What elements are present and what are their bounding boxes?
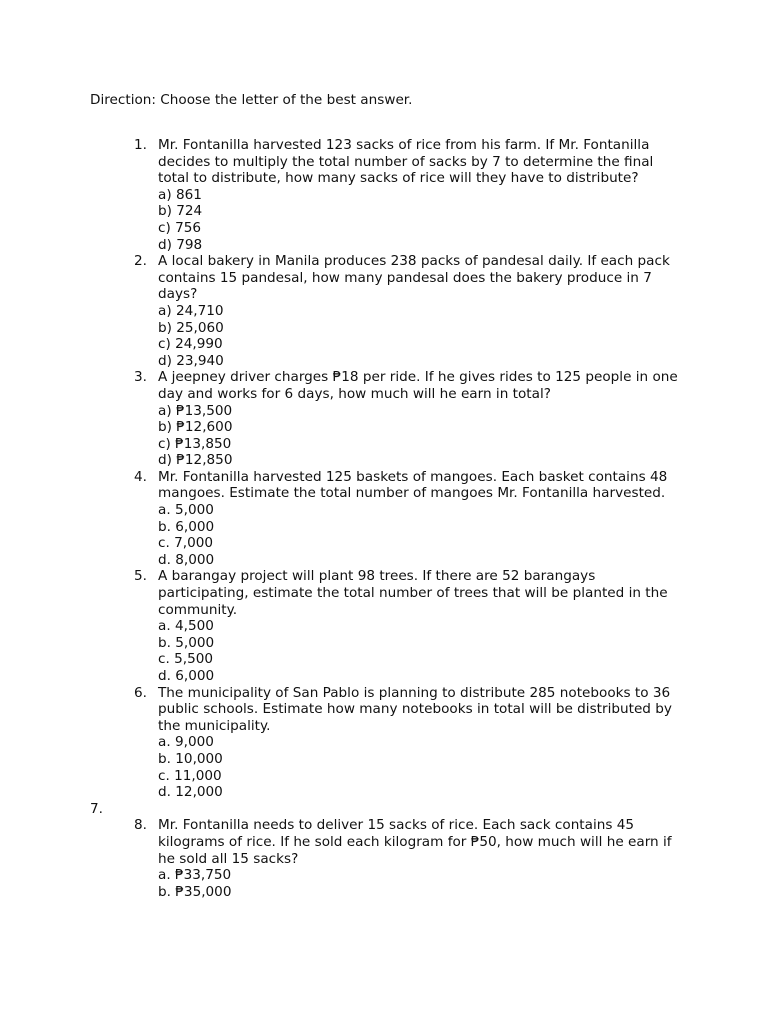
question-body — [158, 568, 688, 684]
question-body — [158, 685, 688, 801]
answer-option: d. 6,000 — [158, 668, 215, 684]
question-text: Mr. Fontanilla needs to deliver 15 sacks of rice. Each sack contains 45 kilograms of rice. If he sold each kilogram for ₱50, how much will he earn if he sold all 15 sacks? — [158, 817, 672, 867]
question-text: Mr. Fontanilla harvested 123 sacks of rice from his farm. If Mr. Fontanilla decides to multiply the total number of sacks by 7 to determine the final total to distribute, how many sacks of rice will they have to distribute? — [158, 137, 654, 187]
question-list — [0, 137, 768, 900]
answer-option: b. 6,000 — [158, 518, 215, 535]
answer-option: a) 861 — [158, 186, 202, 203]
direction-text: Direction: Choose the letter of the best answer. — [90, 92, 413, 108]
question-item — [0, 469, 768, 569]
question-text: A local bakery in Manila produces 238 packs of pandesal daily. If each pack contains 15 pandesal, how many pandesal does the bakery produce in 7 days? — [158, 253, 670, 303]
answer-option: c. 7,000 — [158, 535, 214, 552]
question-text: A barangay project will plant 98 trees. If there are 52 barangays participating, estimate the total number of trees that will be planted in the community. — [158, 568, 668, 618]
question-body — [158, 137, 688, 253]
question-number: 5. — [134, 568, 147, 585]
question-number: 6. — [134, 684, 147, 701]
question-body — [158, 369, 688, 469]
answer-option: c) ₱13,850 — [158, 435, 232, 452]
answer-option: d. 12,000 — [158, 784, 223, 801]
question-number: 2. — [134, 253, 147, 270]
question-item — [0, 817, 768, 900]
question-text: The municipality of San Pablo is planning to distribute 285 notebooks to 36 public schools. Estimate how many notebooks in total will be distributed by the municipality. — [158, 684, 672, 734]
answer-option: a. 5,000 — [158, 502, 214, 519]
answer-option: c) 24,990 — [158, 336, 223, 353]
question-number: 3. — [134, 369, 147, 386]
question-body — [158, 817, 688, 900]
empty-list-item — [0, 801, 768, 818]
answer-option: b. 10,000 — [158, 750, 223, 767]
answer-option: c. 5,500 — [158, 651, 214, 668]
question-body — [158, 469, 688, 569]
answer-option: a) ₱13,500 — [158, 402, 233, 419]
answer-option: a. ₱33,750 — [158, 867, 232, 884]
question-number: 4. — [134, 468, 147, 485]
answer-option: b. 5,000 — [158, 634, 215, 651]
answer-option: d. 8,000 — [158, 551, 215, 568]
answer-option: a. 4,500 — [158, 618, 214, 635]
question-number: 1. — [134, 137, 147, 153]
answer-option: a. 9,000 — [158, 734, 214, 751]
question-text: A jeepney driver charges ₱18 per ride. If he gives rides to 125 people in one day and works for 6 days, how much will he earn in total? — [158, 369, 678, 402]
answer-option: c. 11,000 — [158, 767, 222, 784]
question-body — [158, 253, 688, 369]
answer-option: d) 23,940 — [158, 352, 224, 369]
question-item — [0, 369, 768, 469]
answer-option: c) 756 — [158, 219, 202, 236]
question-number: 8. — [134, 817, 147, 834]
question-item — [0, 568, 768, 684]
answer-option: d) 798 — [158, 236, 203, 253]
question-item — [0, 685, 768, 801]
question-item — [0, 253, 768, 369]
question-number: 7. — [90, 800, 103, 817]
answer-option: b) 724 — [158, 203, 203, 220]
question-item — [0, 137, 768, 253]
question-text: Mr. Fontanilla harvested 125 baskets of mangoes. Each basket contains 48 mangoes. Estimate the total number of mangoes Mr. Fontanilla harvested. — [158, 468, 668, 502]
answer-option: b) ₱12,600 — [158, 419, 233, 436]
answer-option: a) 24,710 — [158, 302, 224, 319]
answer-option: b) 25,060 — [158, 319, 224, 336]
answer-option: d) ₱12,850 — [158, 452, 233, 469]
answer-option: b. ₱35,000 — [158, 883, 232, 900]
